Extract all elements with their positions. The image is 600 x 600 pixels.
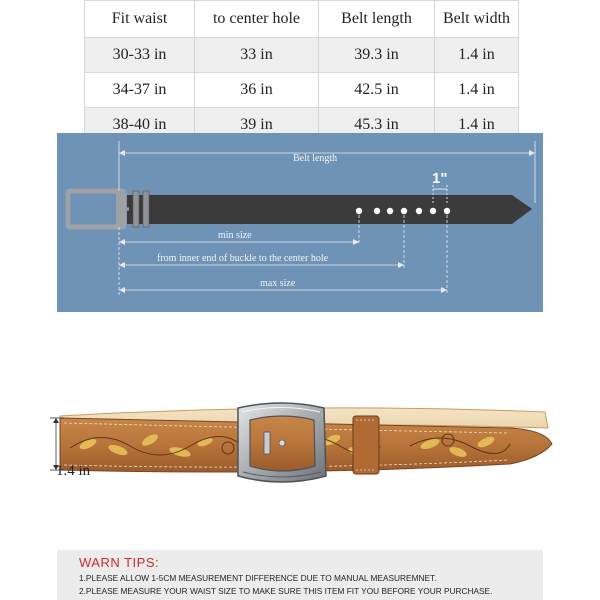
header-fit-waist: Fit waist bbox=[85, 1, 195, 38]
belt-width-label: 1.4 in bbox=[56, 463, 91, 479]
warn-tips-panel bbox=[57, 550, 543, 600]
belt-length-label: Belt length bbox=[293, 153, 338, 164]
header-belt-width: Belt width bbox=[435, 1, 519, 38]
belt-hole bbox=[401, 208, 407, 214]
cell-fit-waist: 38-40 in bbox=[85, 108, 195, 143]
belt-hole bbox=[416, 208, 422, 214]
cell-belt-width: 1.4 in bbox=[435, 108, 519, 143]
cell-to-center-hole: 36 in bbox=[195, 73, 319, 108]
cell-to-center-hole: 39 in bbox=[195, 108, 319, 143]
belt-keeper-shape bbox=[133, 191, 139, 227]
hole-drop-lines bbox=[359, 215, 447, 293]
belt-hole bbox=[374, 208, 380, 214]
belt-hole bbox=[430, 208, 436, 214]
table-header-row bbox=[85, 1, 519, 38]
belt-measurement-diagram bbox=[57, 133, 543, 312]
warn-tips-title: WARN TIPS: bbox=[79, 555, 160, 570]
cell-fit-waist: 34-37 in bbox=[85, 73, 195, 108]
warn-tip-item: 1.PLEASE ALLOW 1-5CM MEASUREMENT DIFFERENCE DUE TO MANUAL MEASUREMNET. bbox=[79, 573, 437, 583]
hole-spacing-label: 1" bbox=[432, 170, 448, 187]
table-row bbox=[85, 38, 519, 73]
buckle-frame-shape bbox=[68, 191, 124, 227]
western-buckle-shape bbox=[238, 403, 326, 482]
center-hole-label: from inner end of buckle to the center hole bbox=[157, 253, 329, 264]
belt-length-dimension bbox=[119, 141, 535, 203]
size-chart-table bbox=[84, 0, 519, 143]
max-size-label: max size bbox=[260, 278, 296, 289]
belt-keeper-loop bbox=[353, 416, 379, 474]
belt-hole bbox=[356, 208, 362, 214]
header-belt-length: Belt length bbox=[319, 1, 435, 38]
belt-keeper-shape bbox=[143, 191, 149, 227]
cell-belt-width: 1.4 in bbox=[435, 38, 519, 73]
header-to-center-hole: to center hole bbox=[195, 1, 319, 38]
warn-tip-item: 2.PLEASE MEASURE YOUR WAIST SIZE TO MAKE SURE THIS ITEM FIT YOU BEFORE YOUR PURCHASE. bbox=[79, 586, 493, 596]
min-size-label: min size bbox=[218, 230, 252, 241]
cell-to-center-hole: 33 in bbox=[195, 38, 319, 73]
belt-hole bbox=[444, 208, 450, 214]
cell-belt-length: 39.3 in bbox=[319, 38, 435, 73]
belt-hole bbox=[387, 208, 393, 214]
tooled-leather-belt-image bbox=[40, 388, 560, 498]
belt-strap-shape bbox=[127, 195, 532, 224]
cell-belt-length: 42.5 in bbox=[319, 73, 435, 108]
cell-fit-waist: 30-33 in bbox=[85, 38, 195, 73]
cell-belt-width: 1.4 in bbox=[435, 73, 519, 108]
table-row bbox=[85, 73, 519, 108]
cell-belt-length: 45.3 in bbox=[319, 108, 435, 143]
